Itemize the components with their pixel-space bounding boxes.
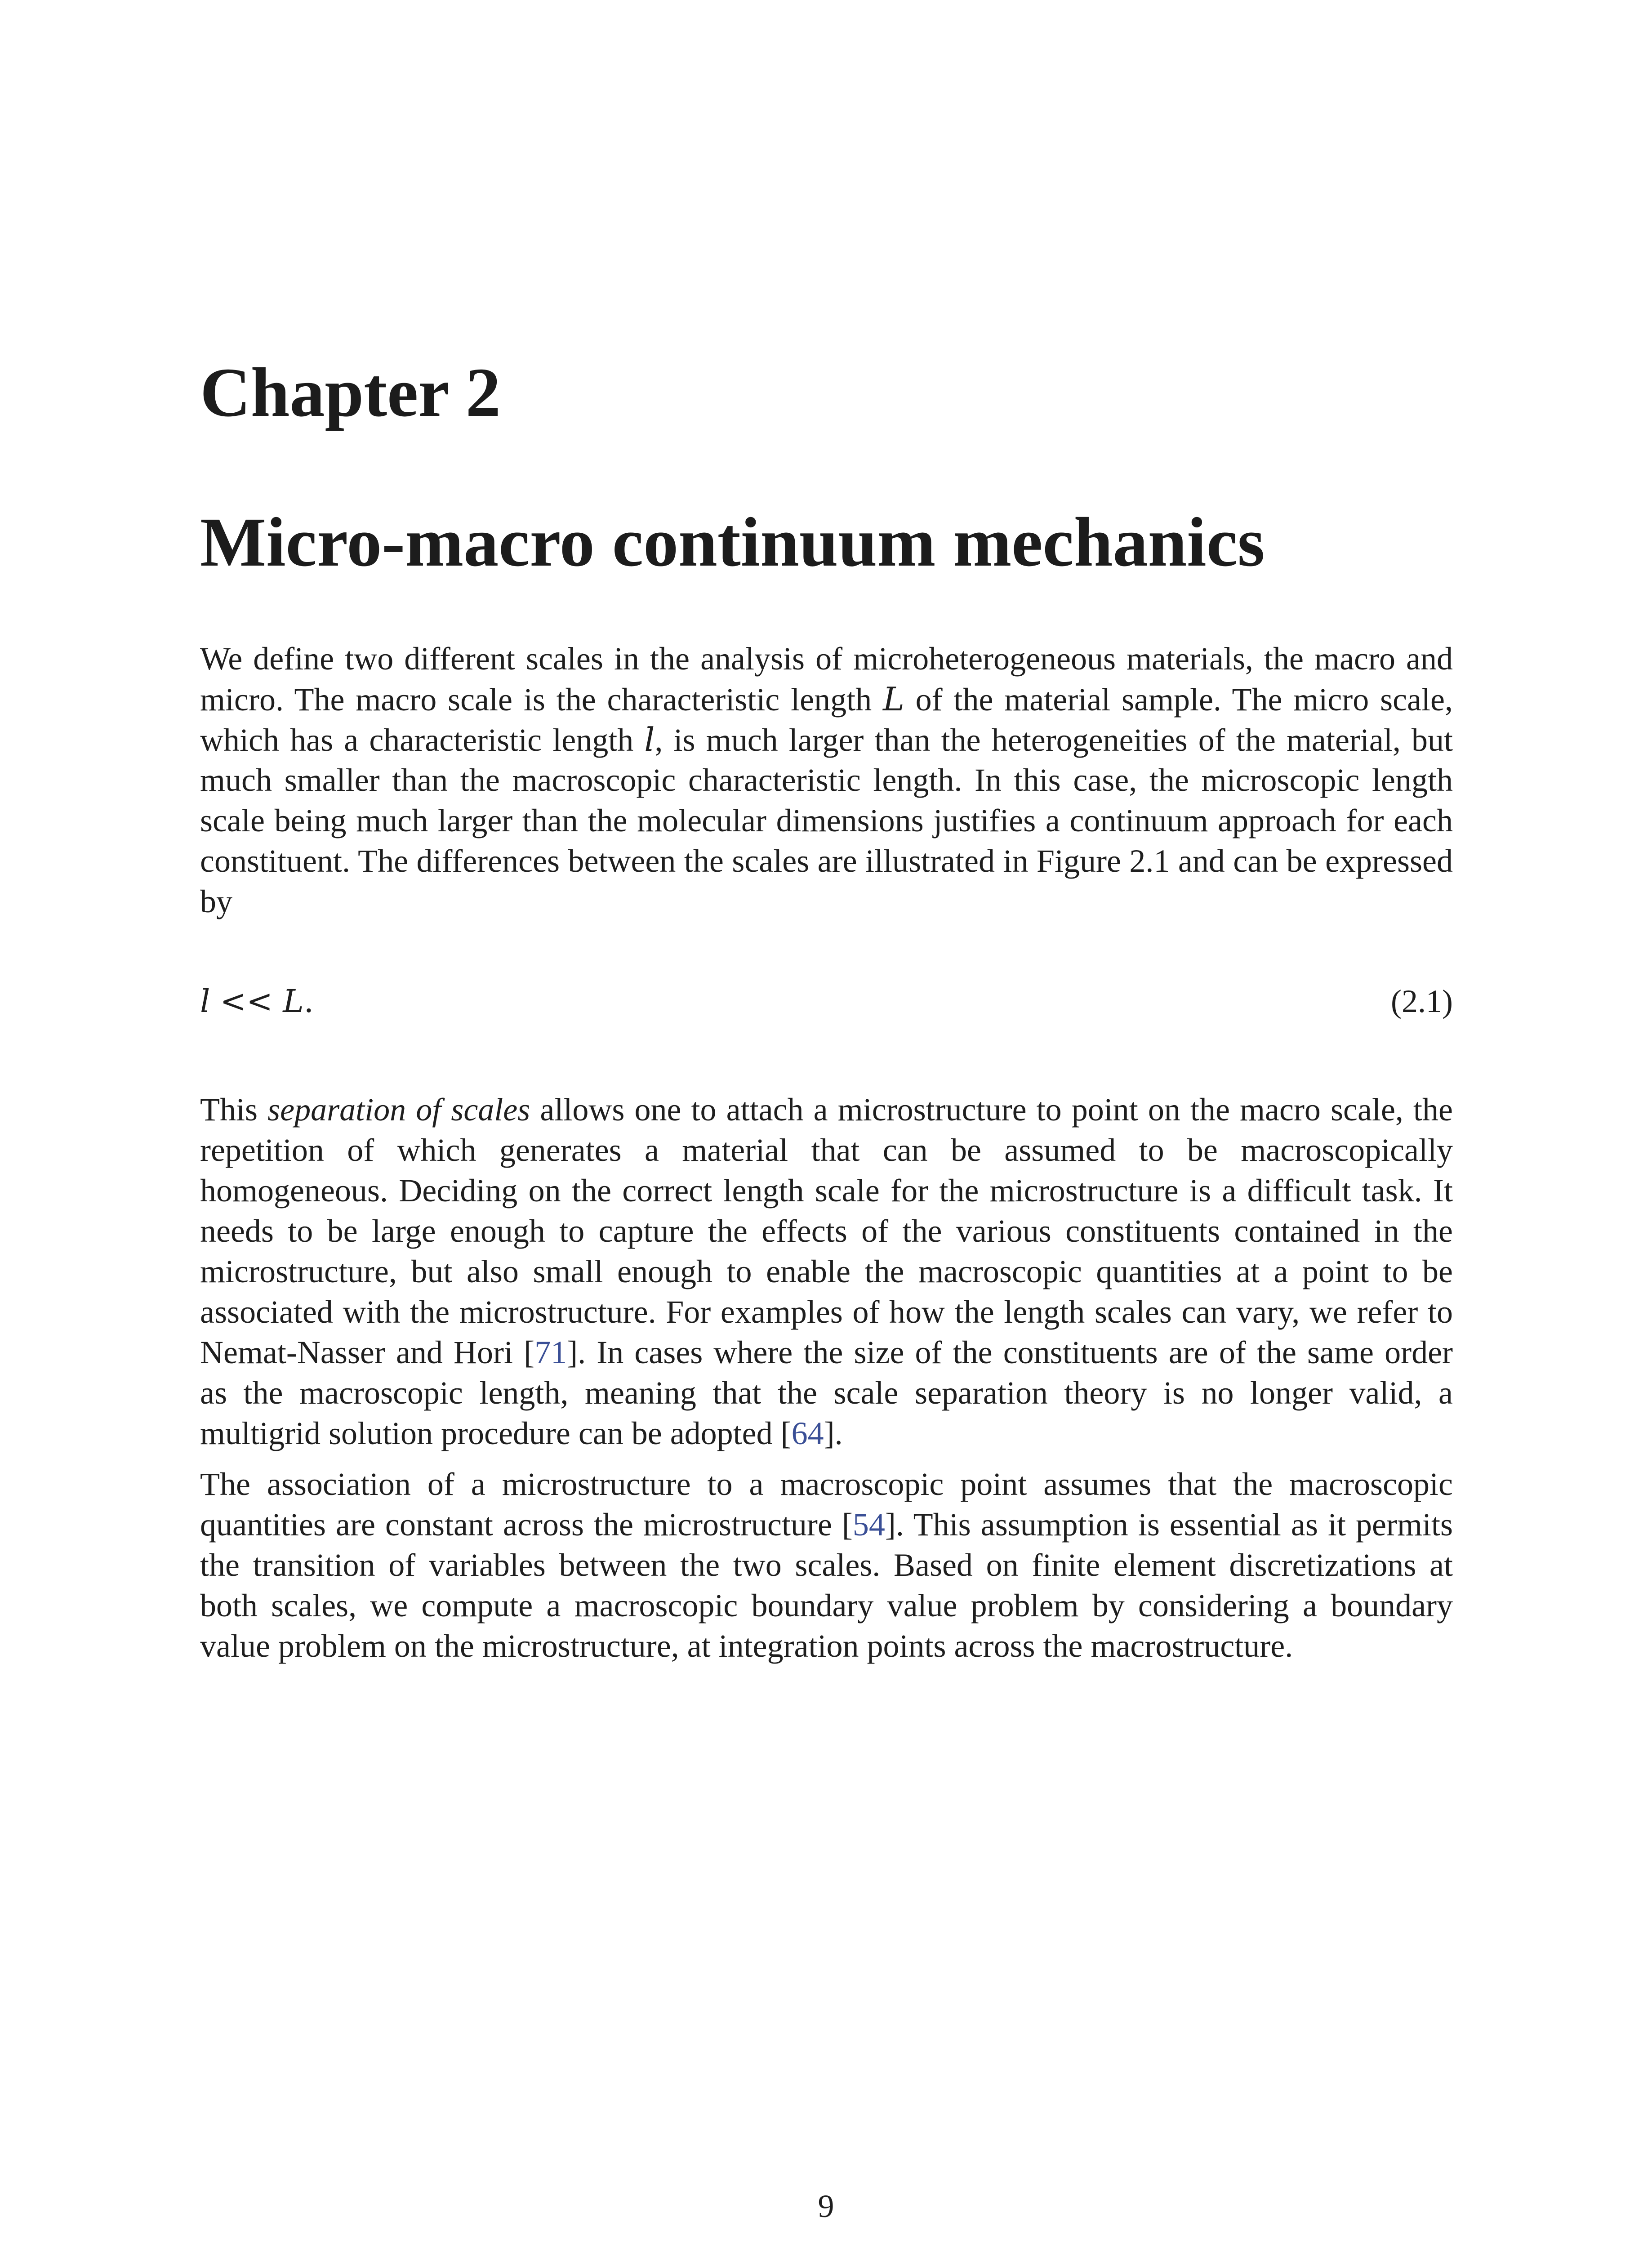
text-line: value problem on the microstructure, at integration points across the macrostructure. [200, 1628, 1293, 1664]
text-run: Nemat-Nasser and Hori [ [200, 1334, 535, 1370]
text-line: constituent. The differences between the scales are illustrated in Figure 2.1 and can be expressed [200, 843, 1453, 879]
text-line [200, 1332, 1453, 1373]
text-line: associated with the microstructure. For examples of how the length scales can vary, we refer to [200, 1294, 1453, 1330]
emphasized-term: separation of scales [267, 1092, 530, 1128]
equation-2-1 [200, 981, 1453, 1026]
text-run: which has a characteristic length [200, 722, 645, 758]
chapter-title-heading: Micro-macro continuum mechanics [200, 503, 1265, 581]
text-run: multigrid solution procedure can be adopted [ [200, 1415, 792, 1451]
math-variable-L: L [283, 983, 304, 1020]
text-line: We define two different scales in the analysis of microheterogeneous materials, the macro and [200, 641, 1453, 677]
text-line: the transition of variables between the two scales. Based on finite element discretizations at [200, 1547, 1453, 1583]
paragraph-scales-definition [200, 638, 1453, 922]
text-line: scale being much larger than the molecular dimensions justifies a continuum approach for each [200, 803, 1453, 839]
text-line: repetition of which generates a material that can be assumed to be macroscopically [200, 1132, 1453, 1168]
citation-link-64[interactable]: 64 [791, 1415, 824, 1451]
paragraph-separation-of-scales [200, 1089, 1453, 1454]
equation-number: (2.1) [1391, 983, 1453, 1019]
text-line: both scales, we compute a macroscopic boundary value problem by considering a boundary [200, 1588, 1453, 1624]
text-run: quantities are constant across the microstructure [ [200, 1507, 853, 1543]
text-line [200, 719, 1453, 760]
text-run: ]. [824, 1415, 843, 1451]
text-run: ]. In cases where the size of the constituents are of the same order [567, 1334, 1453, 1370]
citation-link-71[interactable]: 71 [534, 1334, 567, 1370]
equation-body [200, 981, 314, 1021]
chapter-number-heading: Chapter 2 [200, 353, 501, 431]
text-line: as the macroscopic length, meaning that the scale separation theory is no longer valid, a [200, 1375, 1453, 1411]
math-operator: << [210, 983, 283, 1020]
text-run: , is much larger than the heterogeneities of the material, but [655, 722, 1453, 758]
text-line: by [200, 883, 232, 919]
text-line [200, 1504, 1453, 1545]
text-run: micro. The macro scale is the characteristic length [200, 682, 883, 718]
citation-link-54[interactable]: 54 [852, 1507, 885, 1543]
text-line [200, 1089, 1453, 1130]
text-run: allows one to attach a microstructure to point on the macro scale, the [530, 1092, 1453, 1128]
page-number: 9 [818, 2188, 834, 2224]
text-line [200, 1413, 1453, 1454]
text-line: homogeneous. Deciding on the correct length scale for the microstructure is a difficult task. It [200, 1173, 1453, 1209]
text-run: This [200, 1092, 268, 1128]
text-line: The association of a microstructure to a macroscopic point assumes that the macroscopic [200, 1466, 1453, 1502]
text-run: ]. This assumption is essential as it permits [885, 1507, 1453, 1543]
math-punctuation: . [303, 983, 314, 1020]
math-variable-l: l [200, 983, 210, 1020]
text-line: microstructure, but also small enough to enable the macroscopic quantities at a point to be [200, 1253, 1453, 1289]
text-line: much smaller than the macroscopic characteristic length. In this case, the microscopic length [200, 762, 1453, 798]
text-line: needs to be large enough to capture the effects of the various constituents contained in the [200, 1213, 1453, 1249]
math-variable-l: l [644, 721, 655, 758]
paragraph-microstructure-association [200, 1464, 1453, 1666]
text-line [200, 679, 1453, 719]
text-run: of the material sample. The micro scale, [904, 682, 1453, 718]
math-variable-L: L [882, 680, 904, 718]
